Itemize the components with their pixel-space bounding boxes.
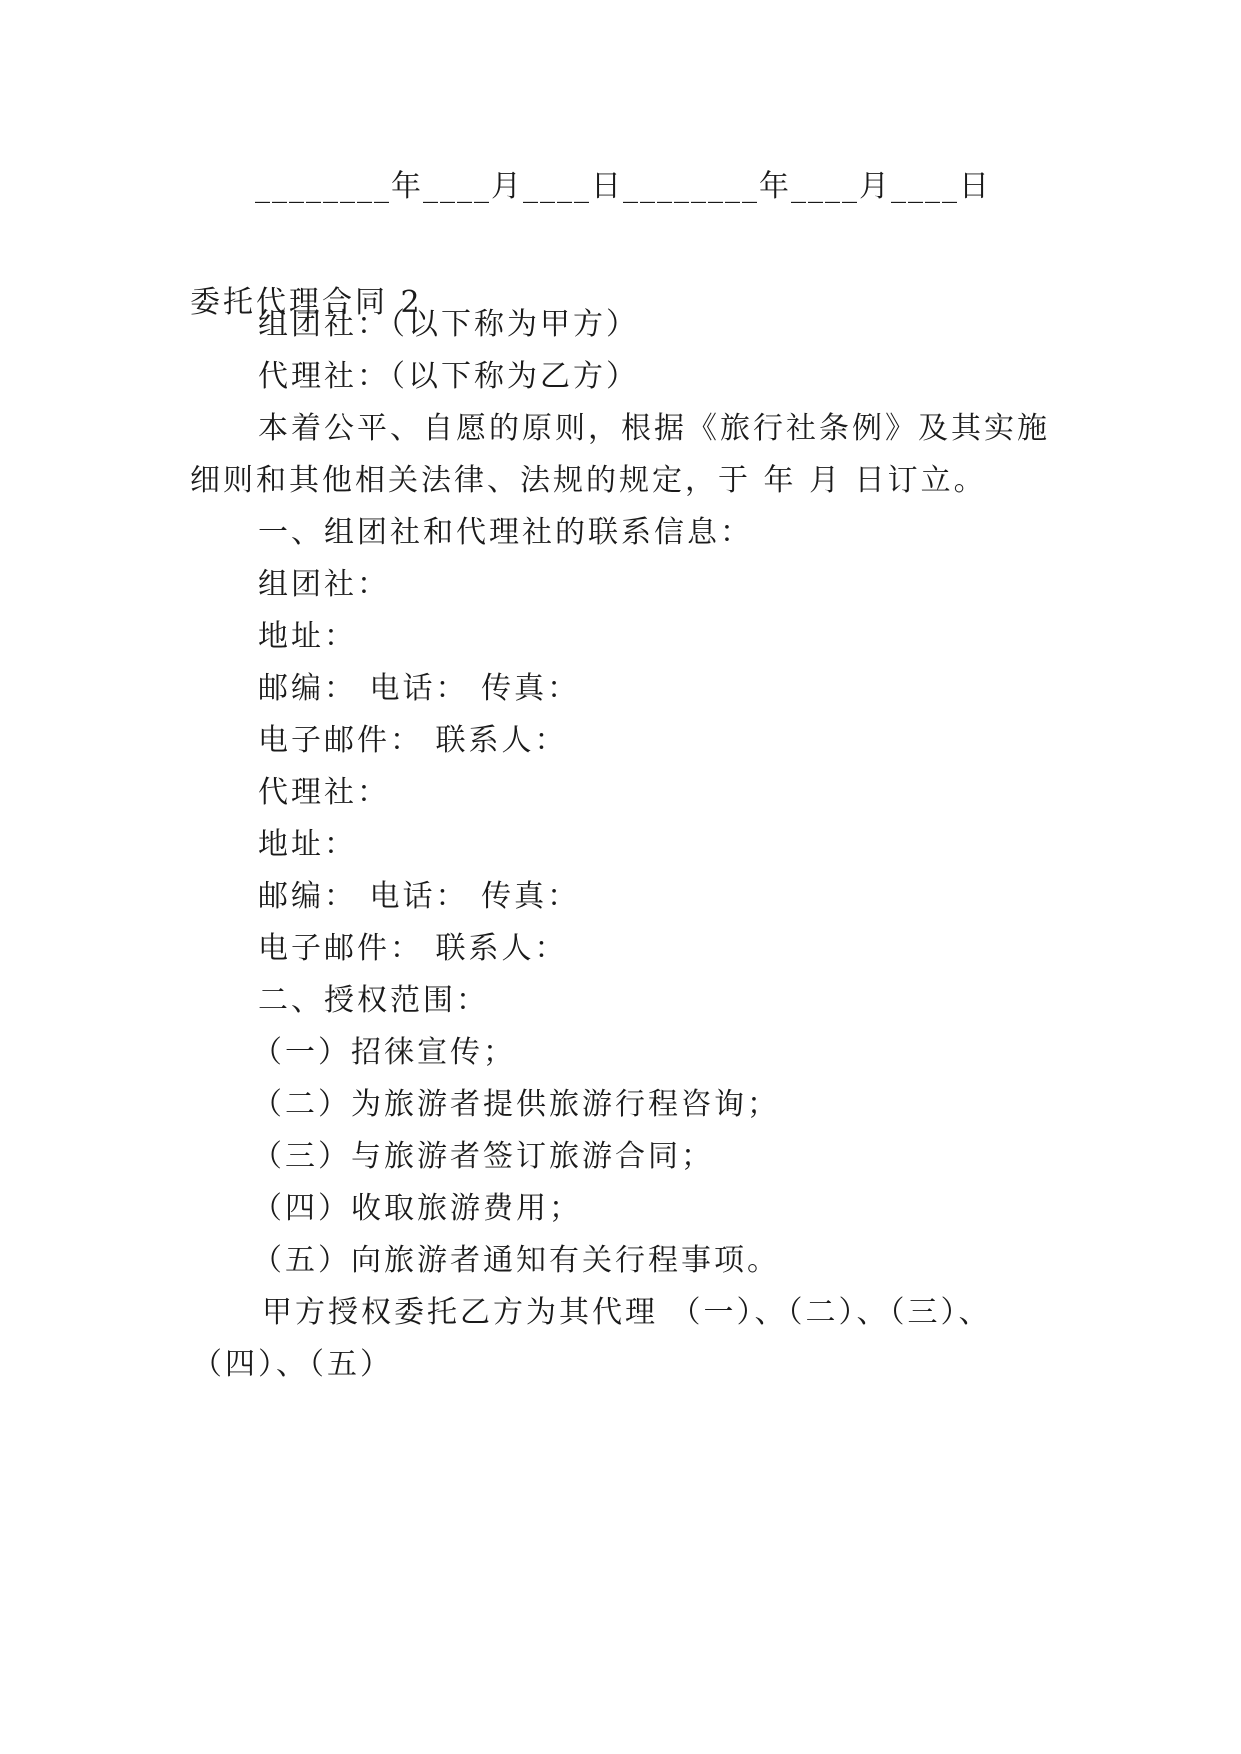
document-title: 委托代理合同 2 — [190, 285, 423, 320]
signature-date-line: ________年____月____日________年____月____日 — [255, 169, 991, 204]
org-a-contacts: 邮编： 电话： 传真： — [258, 671, 581, 706]
scope-item-4: （四）收取旅游费用； — [252, 1191, 582, 1226]
party-a-line: 组团社：（以下称为甲方） — [258, 307, 639, 342]
scope-item-3: （三）与旅游者签订旅游合同； — [252, 1139, 714, 1174]
intro-paragraph-line-2: 细则和其他相关法律、法规的规定，于 年 月 日订立。 — [190, 463, 987, 498]
org-a-name: 组团社： — [258, 567, 390, 602]
section-1-heading: 一、组团社和代理社的联系信息： — [258, 515, 753, 550]
org-b-contacts: 邮编： 电话： 传真： — [258, 879, 581, 914]
scope-item-2: （二）为旅游者提供旅游行程咨询； — [252, 1087, 780, 1122]
org-a-address: 地址： — [258, 619, 357, 654]
party-b-line: 代理社：（以下称为乙方） — [258, 359, 639, 394]
scope-item-1: （一）招徕宣传； — [252, 1035, 516, 1070]
intro-paragraph-line-1: 本着公平、自愿的原则，根据《旅行社条例》及其实施 — [258, 411, 1050, 446]
org-b-address: 地址： — [258, 827, 357, 862]
org-b-name: 代理社： — [258, 775, 390, 810]
authorization-line-1: 甲方授权委托乙方为其代理 （一）、（二）、（三）、 — [262, 1295, 992, 1330]
org-a-email: 电子邮件： 联系人： — [258, 723, 568, 758]
authorization-line-2: （四）、（五） — [192, 1347, 393, 1382]
section-2-heading: 二、授权范围： — [258, 983, 489, 1018]
org-b-email: 电子邮件： 联系人： — [258, 931, 568, 966]
scope-item-5: （五）向旅游者通知有关行程事项。 — [252, 1243, 780, 1278]
